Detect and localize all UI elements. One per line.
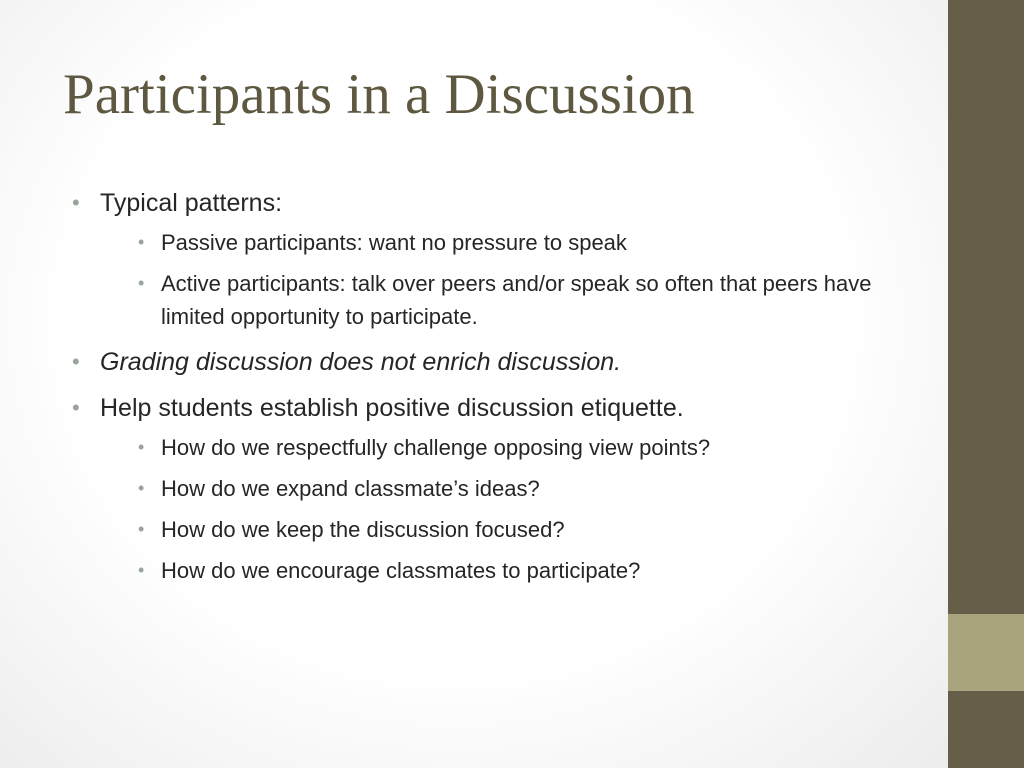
bullet-item xyxy=(72,345,872,379)
sub-bullet-text: How do we encourage classmates to participate? xyxy=(161,558,641,583)
bullet-dot-icon: • xyxy=(138,437,145,457)
bullet-dot-icon: • xyxy=(138,478,145,498)
sidebar-accent-block xyxy=(948,614,1024,691)
sub-bullet-text: How do we keep the discussion focused? xyxy=(161,517,565,542)
sub-bullet-text: Passive participants: want no pressure to speak xyxy=(161,230,627,255)
bullet-dot-icon: • xyxy=(138,273,145,293)
bullet-item xyxy=(72,391,872,587)
bullet-dot-icon: • xyxy=(138,232,145,252)
bullet-text: Help students establish positive discussion etiquette. xyxy=(100,394,684,422)
sub-bullet-list xyxy=(100,226,872,333)
bullet-text: Grading discussion does not enrich discussion. xyxy=(100,348,622,376)
sub-bullet-list xyxy=(100,431,872,587)
sub-bullet-text: How do we expand classmate’s ideas? xyxy=(161,476,540,501)
bullet-dot-icon: • xyxy=(138,519,145,539)
bullet-item xyxy=(72,186,872,333)
bullet-dot-icon: • xyxy=(138,560,145,580)
sub-bullet-item xyxy=(100,431,872,464)
bullet-dot-icon: • xyxy=(72,190,80,215)
sub-bullet-text: Active participants: talk over peers and/or speak so often that peers have limited opportunity to participate. xyxy=(161,271,872,329)
sub-bullet-item xyxy=(100,554,872,587)
sub-bullet-item xyxy=(100,513,872,546)
slide-title: Participants in a Discussion xyxy=(63,63,695,126)
bullet-list xyxy=(72,186,872,599)
sub-bullet-item xyxy=(100,267,872,333)
bullet-dot-icon: • xyxy=(72,395,80,420)
sub-bullet-text: How do we respectfully challenge opposing view points? xyxy=(161,435,711,460)
bullet-text: Typical patterns: xyxy=(100,189,283,217)
bullet-dot-icon: • xyxy=(72,349,80,374)
sub-bullet-item xyxy=(100,472,872,505)
sub-bullet-item xyxy=(100,226,872,259)
